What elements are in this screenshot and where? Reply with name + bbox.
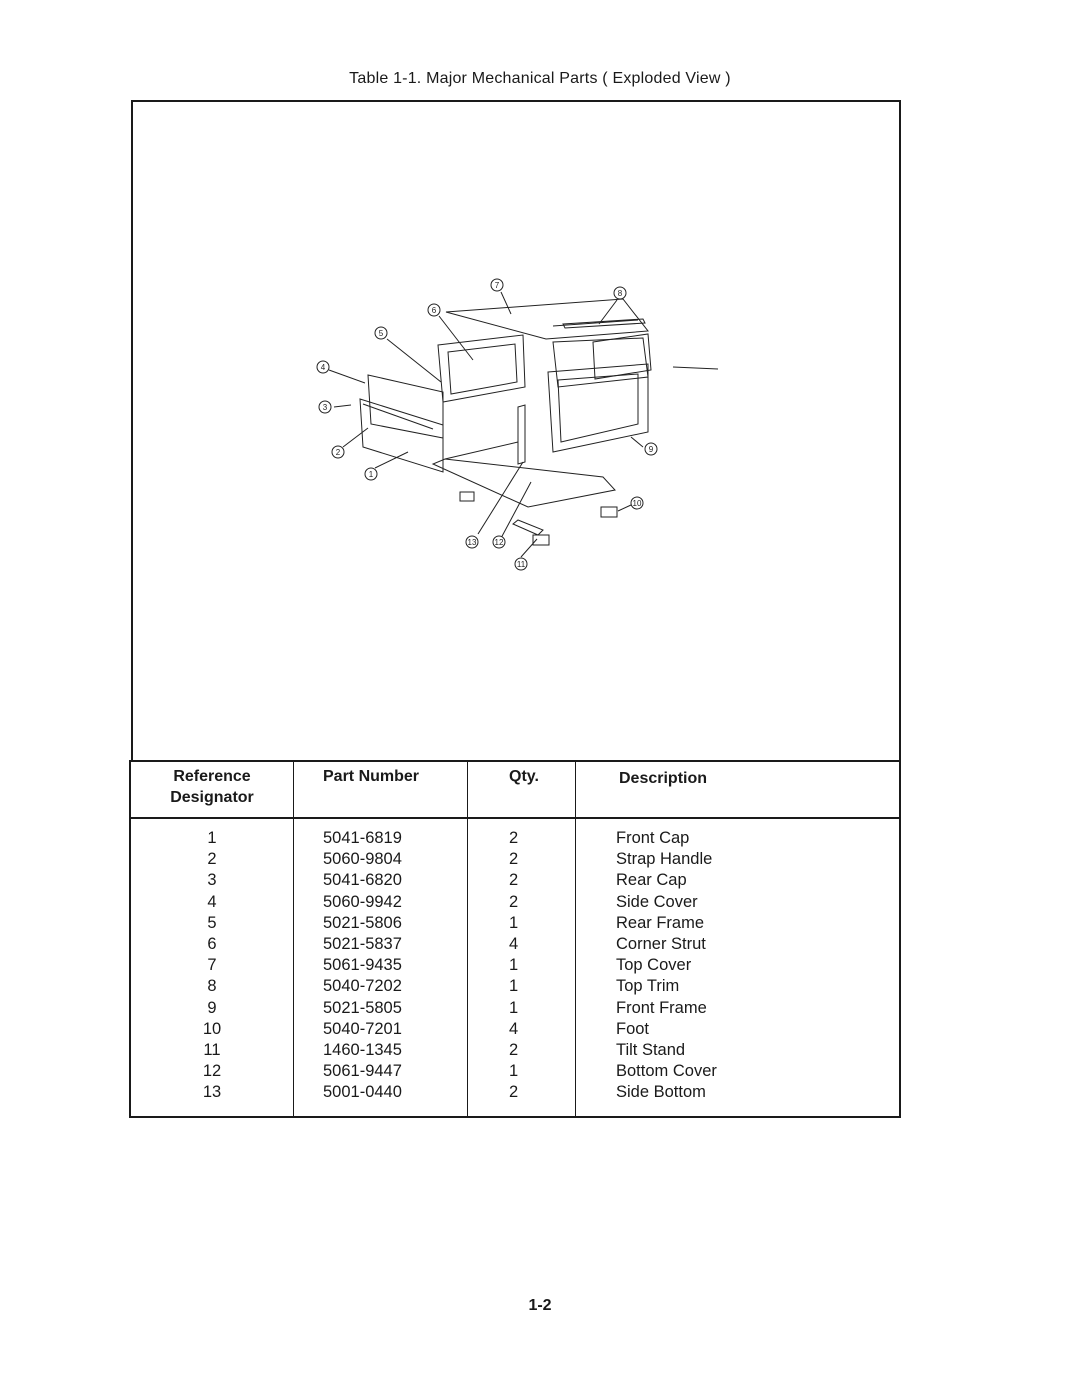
table-cell: 1460-1345	[323, 1041, 402, 1060]
table-cell: 10	[202, 1019, 222, 1038]
column-part-number	[323, 828, 402, 1104]
header-qty: Qty.	[509, 768, 539, 785]
table-cell: Front Cap	[616, 829, 690, 847]
table-cell: Side Bottom	[616, 1083, 706, 1102]
table-cell: 5040-7201	[323, 1019, 402, 1038]
parts-table	[129, 760, 901, 1118]
table-cell: 1	[509, 956, 519, 975]
table-cell: Front Frame	[616, 998, 707, 1017]
table-cell: 2	[509, 1041, 519, 1060]
table-cell: 5021-5805	[323, 998, 402, 1017]
column-reference	[131, 828, 293, 1104]
table-cell: 12	[202, 1062, 222, 1081]
svg-text:7: 7	[494, 281, 500, 290]
table-cell: 1	[509, 998, 519, 1017]
table-cell: Tilt Stand	[616, 1041, 686, 1060]
table-cell: 7	[207, 956, 217, 975]
table-cell: 11	[203, 1041, 221, 1060]
table-cell: Top Trim	[616, 977, 680, 996]
table-cell: 2	[509, 871, 519, 890]
table-cell: 5061-9447	[323, 1062, 402, 1081]
table-cell: Side Cover	[616, 892, 698, 911]
table-cell: 5060-9942	[323, 892, 402, 911]
table-title: Table 1-1. Major Mechanical Parts ( Exploded View )	[349, 70, 731, 87]
table-cell: 2	[509, 829, 519, 847]
table-cell: Corner Strut	[616, 935, 706, 954]
foot-shape	[460, 492, 474, 501]
table-cell: Rear Cap	[616, 871, 687, 890]
table-cell: 6	[207, 935, 217, 954]
table-cell: 1	[207, 829, 217, 847]
table-cell: 13	[202, 1083, 222, 1102]
svg-text:2: 2	[335, 448, 341, 457]
column-description	[616, 828, 717, 1104]
table-cell: 5061-9435	[323, 956, 402, 975]
header-description: Description	[619, 770, 708, 787]
table-cell: 5040-7202	[323, 977, 402, 996]
table-cell: 2	[509, 850, 519, 869]
table-cell: 9	[207, 998, 217, 1017]
svg-text:8: 8	[617, 289, 623, 298]
exploded-view-drawing	[133, 102, 903, 764]
table-cell: 2	[509, 1083, 519, 1102]
svg-text:1: 1	[368, 470, 374, 479]
table-cell: Top Cover	[616, 956, 692, 975]
table-cell: Bottom Cover	[616, 1062, 717, 1081]
table-cell: 5021-5837	[323, 935, 402, 954]
table-cell: 5	[207, 913, 217, 932]
table-cell: 2	[207, 850, 217, 869]
svg-text:3: 3	[322, 403, 328, 412]
table-cell: 1	[509, 913, 519, 932]
table-cell: 5060-9804	[323, 850, 402, 869]
header-part-number: Part Number	[323, 768, 420, 785]
svg-text:6: 6	[431, 306, 437, 315]
table-cell: 1	[509, 977, 519, 996]
header-reference-designator: Reference Designator	[170, 768, 254, 806]
table-cell: 5041-6819	[323, 829, 402, 847]
table-cell: 5021-5806	[323, 913, 402, 932]
table-cell: 2	[509, 892, 519, 911]
svg-text:12: 12	[494, 538, 504, 547]
column-qty	[509, 828, 518, 1104]
svg-text:13: 13	[467, 538, 477, 547]
table-cell: Strap Handle	[616, 850, 713, 869]
exploded-view-figure	[131, 100, 901, 762]
table-cell: 4	[207, 892, 217, 911]
top-cover-shape	[446, 299, 648, 339]
svg-text:9: 9	[648, 445, 654, 454]
table-cell: 4	[509, 935, 519, 954]
table-cell: 5001-0440	[323, 1083, 402, 1102]
table-cell: 8	[207, 977, 217, 996]
table-cell: 4	[509, 1019, 519, 1038]
table-cell: 1	[509, 1062, 519, 1081]
table-cell: 5041-6820	[323, 871, 402, 890]
table-cell: Rear Frame	[616, 913, 705, 932]
page-number: 1-2	[528, 1297, 552, 1314]
svg-text:4: 4	[320, 363, 326, 372]
table-cell: Foot	[616, 1019, 650, 1038]
table-cell: 3	[207, 871, 217, 890]
svg-text:10: 10	[632, 499, 642, 508]
svg-text:11: 11	[516, 560, 526, 569]
svg-text:5: 5	[378, 329, 384, 338]
